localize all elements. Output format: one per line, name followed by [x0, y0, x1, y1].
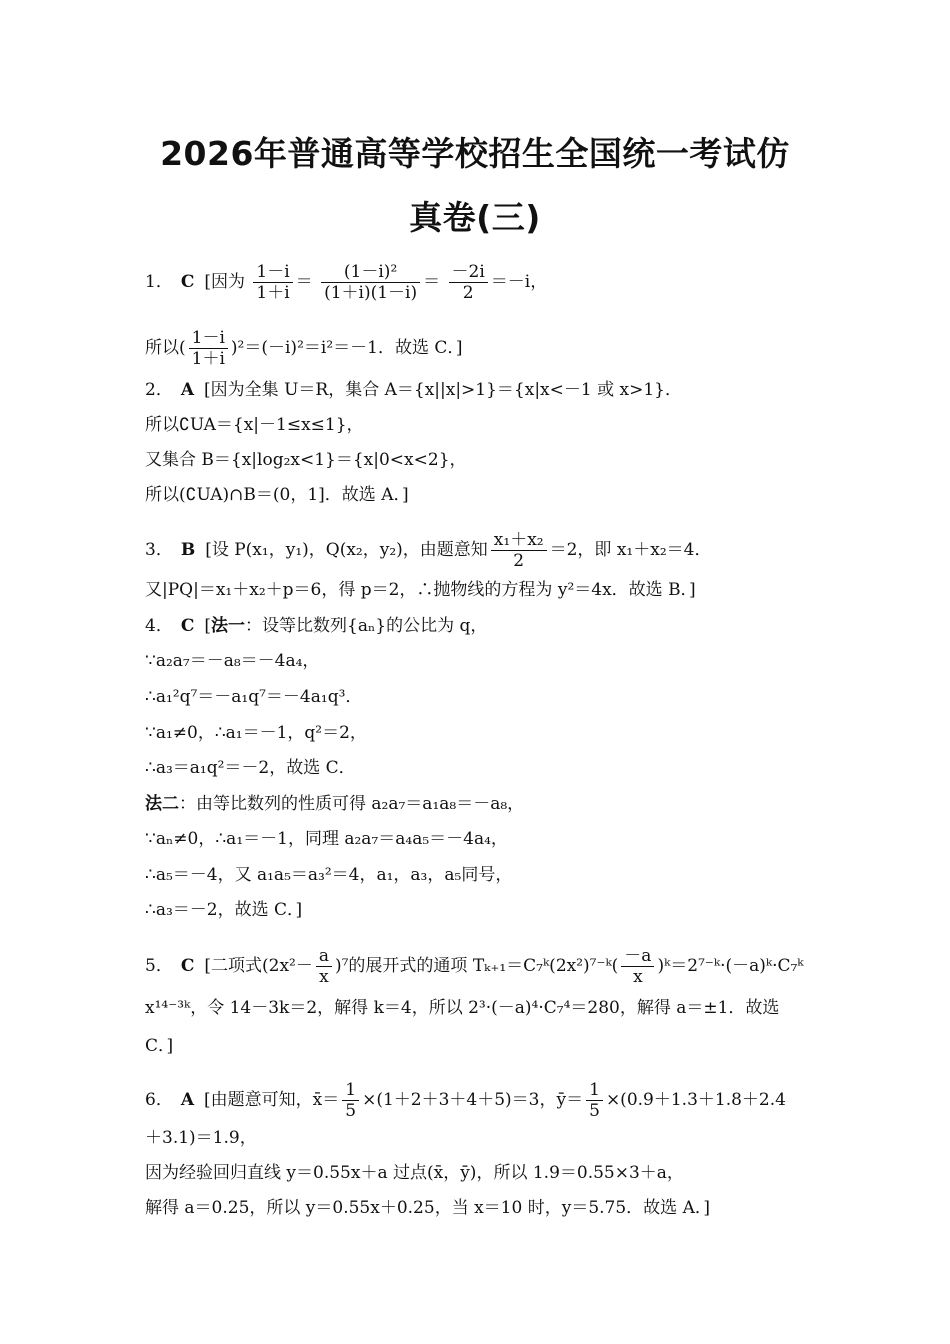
- q6-text-b: ×(1＋2＋3＋4＋5)＝3，ȳ＝: [362, 1090, 584, 1110]
- q4-line-7: ∵aₙ≠0，∴a₁＝－1，同理 a₂a₇＝a₄a₅＝－4a₄，: [145, 829, 508, 849]
- q4-line-1: [145, 614, 810, 638]
- q5-number: 5．: [145, 956, 173, 976]
- q1-f1-num: 1－i: [253, 262, 292, 283]
- q5-line-1: [145, 946, 810, 987]
- q5-text-a: [二项式(2x²－: [204, 956, 313, 976]
- q1-text-a: [因为: [204, 272, 245, 292]
- q1-fraction-4: [189, 328, 228, 369]
- q2-line-4: 所以(∁UA)∩B＝(0，1]．故选 A．]: [145, 485, 409, 505]
- q6-line-1: [145, 1080, 810, 1121]
- q2-answer: A: [180, 380, 195, 400]
- q6-line-4: 解得 a＝0.25，所以 y＝0.55x＋0.25，当 x＝10 时，y＝5.75．故选 A．]: [145, 1198, 710, 1218]
- q1-f3-den: 2: [462, 283, 474, 303]
- q2-number: 2．: [145, 380, 173, 400]
- q4-line-4: ∵a₁≠0，∴a₁＝－1，q²＝2，: [145, 723, 367, 743]
- q5-fraction-1: [316, 946, 332, 987]
- q5-line-2: x¹⁴⁻³ᵏ，令 14－3k＝2，解得 k＝4，所以 2³·(－a)⁴·C₇⁴＝280，解得 a＝±1．故选: [145, 998, 780, 1018]
- q2-line-3: 又集合 B＝{x|log₂x<1}＝{x|0<x<2}，: [145, 450, 467, 470]
- q3-f-den: 2: [513, 551, 525, 571]
- q5-f2-den: x: [633, 967, 643, 987]
- q1-eq-2: ＝: [423, 272, 441, 292]
- q4-line-3: ∴a₁²q⁷＝－a₁q⁷＝－4a₁q³．: [145, 687, 363, 707]
- q1-f4-num: 1－i: [189, 328, 228, 349]
- q4-method-1: 法一: [211, 616, 245, 636]
- q1-f2-den: (1＋i)(1－i): [324, 283, 418, 303]
- q1-number: 1．: [145, 272, 173, 292]
- q1-fraction-2: [321, 262, 420, 303]
- q6-f2-num: 1: [586, 1080, 603, 1101]
- q6-fraction-2: [586, 1080, 603, 1121]
- q6-line-2: ＋3.1)＝1.9，: [145, 1128, 257, 1148]
- q1-f2-num: (1－i)²: [321, 262, 420, 283]
- q4-line-6: [145, 792, 810, 816]
- q5-text-b: )⁷的展开式的通项 Tₖ₊₁＝C₇ᵏ(2x²)⁷⁻ᵏ(: [334, 956, 619, 976]
- q4-method-2: 法二: [145, 794, 179, 814]
- q6-text-a: [由题意可知，x̄＝: [204, 1090, 340, 1110]
- q6-text-c: ×(0.9＋1.3＋1.8＋2.4: [605, 1090, 786, 1110]
- q4-number: 4．: [145, 616, 173, 636]
- q6-f1-num: 1: [342, 1080, 359, 1101]
- q4-line-2: ∵a₂a₇＝－a₈＝－4a₄，: [145, 651, 320, 671]
- q4-text-6: ：由等比数列的性质可得 a₂a₇＝a₁a₈＝－a₈，: [179, 794, 525, 814]
- q4-bracket: [: [204, 616, 211, 636]
- q1-f3-num: －2i: [449, 262, 488, 283]
- q5-line-3: C．]: [145, 1036, 174, 1056]
- q5-f1-den: x: [319, 967, 329, 987]
- page-title-line-1: 2026年普通高等学校招生全国统一考试仿: [160, 134, 790, 173]
- q1-answer: C: [180, 272, 195, 292]
- q5-text-c: )ᵏ＝2⁷⁻ᵏ·(－a)ᵏ·C₇ᵏ: [657, 956, 804, 976]
- q6-number: 6．: [145, 1090, 173, 1110]
- q4-line-9: ∴a₃＝－2，故选 C．]: [145, 900, 303, 920]
- q6-fraction-1: [342, 1080, 359, 1121]
- q5-fraction-2: [621, 946, 654, 987]
- q1-line2-b: ²＝(－i)²＝i²＝－1．故选 C．]: [237, 338, 463, 358]
- q4-line-5: ∴a₃＝a₁q²＝－2，故选 C．: [145, 758, 356, 778]
- q1-fraction-1: [253, 262, 292, 303]
- q4-answer: C: [180, 616, 195, 636]
- q1-f4-den: 1＋i: [191, 349, 225, 369]
- q3-text-a: [设 P(x₁，y₁)，Q(x₂，y₂)，由题意知: [205, 540, 488, 560]
- q6-f1-den: 5: [345, 1101, 357, 1121]
- q1-line-1: [145, 262, 810, 303]
- q3-line-1: [145, 530, 810, 571]
- q1-text-b: ＝－i，: [490, 272, 548, 292]
- q3-text-b: ＝2，即 x₁＋x₂＝4．: [549, 540, 712, 560]
- q3-number: 3．: [145, 540, 173, 560]
- q4-text-1: ：设等比数列{aₙ}的公比为 q，: [245, 616, 488, 636]
- q6-answer: A: [180, 1090, 195, 1110]
- q1-line-2: 所以( $\frac{1-i}{1+i}$ )²＝(－i)²＝i²＝－1．故选 C．]: [145, 328, 463, 369]
- q2-line-2: 所以∁UA＝{x|－1≤x≤1}，: [145, 415, 364, 435]
- q5-f1-num: a: [316, 946, 332, 967]
- q3-fraction: [491, 530, 547, 571]
- q2-text-1: [因为全集 U＝R，集合 A＝{x||x|>1}＝{x|x<－1 或 x>1}．: [204, 380, 682, 400]
- q2-line-1: [145, 378, 810, 402]
- q3-line-2: 又|PQ|＝x₁＋x₂＋p＝6，得 p＝2，∴抛物线的方程为 y²＝4x．故选 B．]: [145, 580, 696, 600]
- q5-f2-num: －a: [621, 946, 654, 967]
- q3-f-num: x₁＋x₂: [491, 530, 547, 551]
- q1-f1-den: 1＋i: [256, 283, 290, 303]
- q6-f2-den: 5: [589, 1101, 600, 1121]
- q3-answer: B: [180, 540, 196, 560]
- q1-fraction-3: [449, 262, 488, 303]
- q5-answer: C: [180, 956, 195, 976]
- q4-line-8: ∴a₅＝－4，又 a₁a₅＝a₃²＝4，a₁，a₃，a₅同号，: [145, 865, 513, 885]
- page-title-line-2: 真卷(三): [409, 198, 541, 237]
- q1-line2-a: 所以: [145, 338, 179, 358]
- q6-line-3: 因为经验回归直线 y＝0.55x＋a 过点(x̄，ȳ)，所以 1.9＝0.55×3＋a，: [145, 1163, 684, 1183]
- q1-eq-1: ＝: [295, 272, 313, 292]
